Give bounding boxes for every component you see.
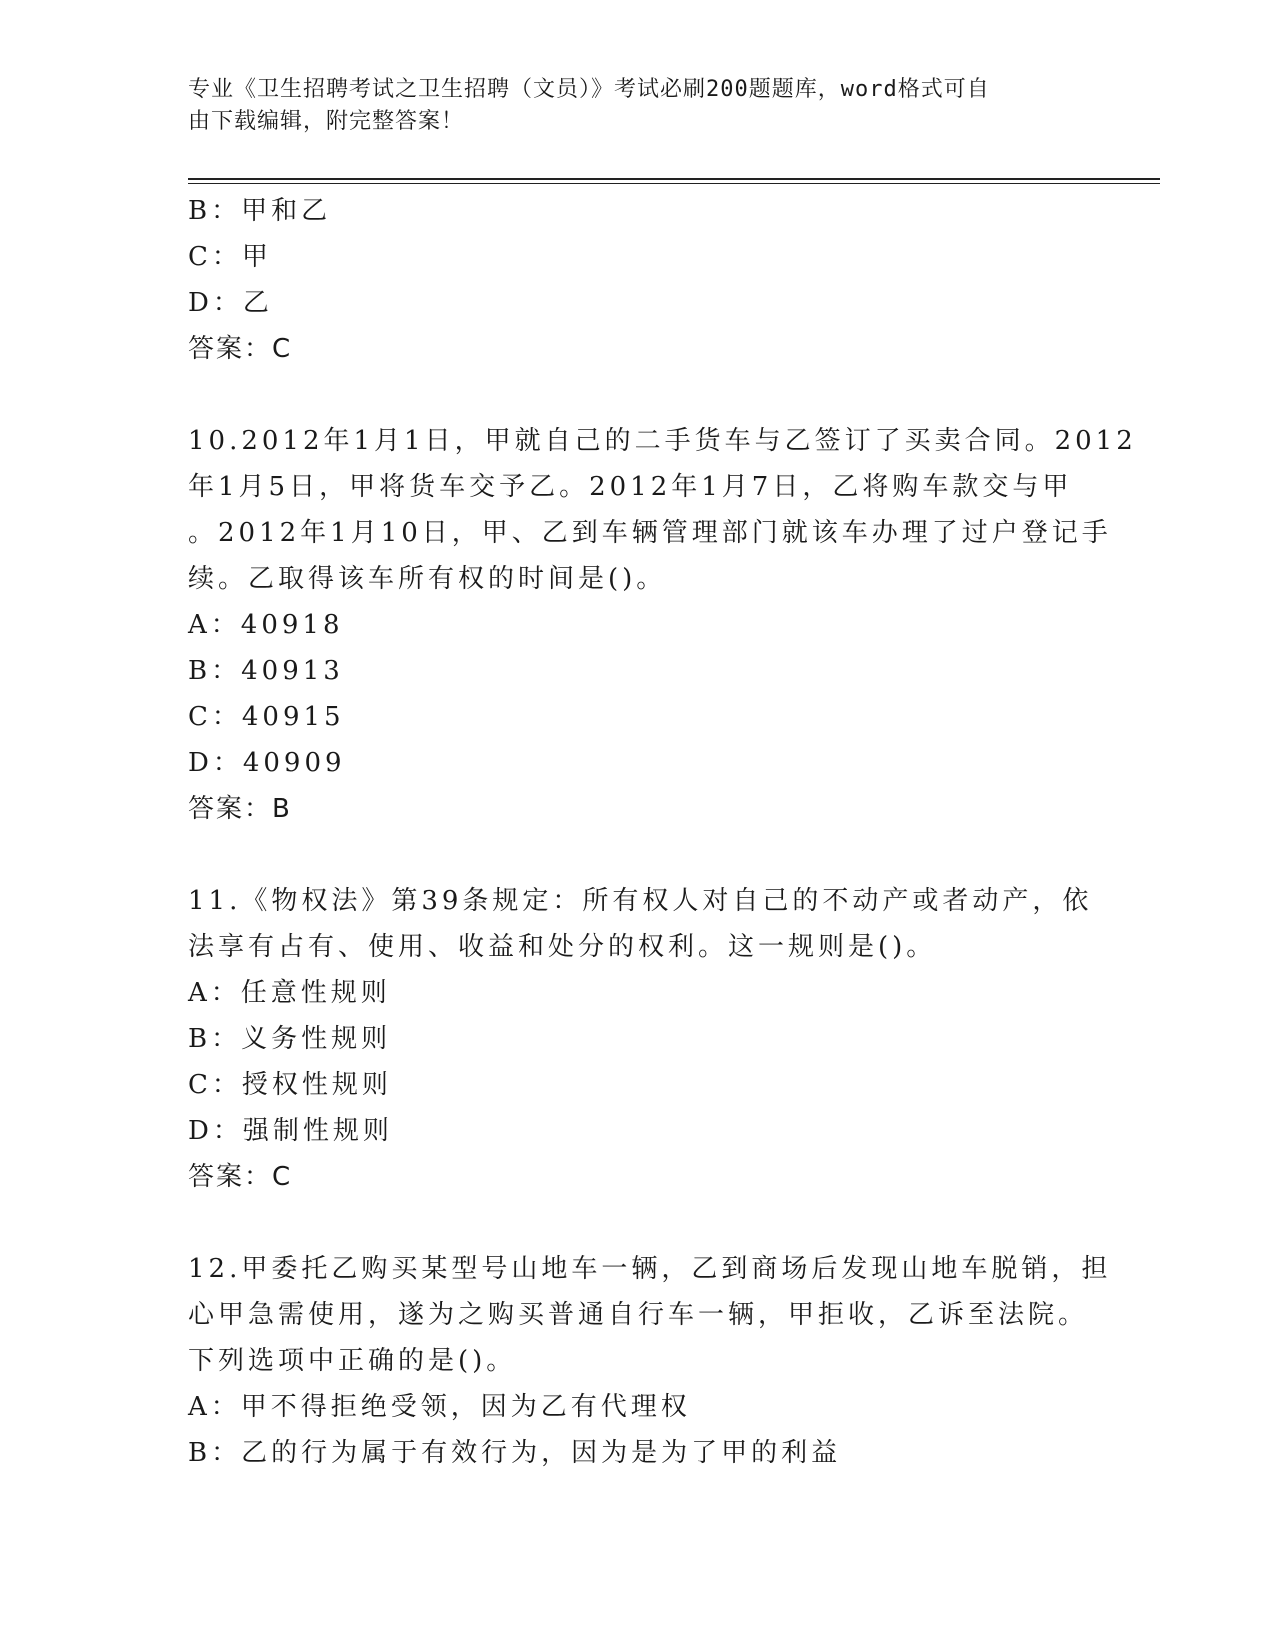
option-b: B：义务性规则 bbox=[188, 1024, 392, 1054]
header-divider-top bbox=[188, 178, 1160, 180]
question-text-line: 。2012年1月10日，甲、乙到车辆管理部门就该车办理了过户登记手 bbox=[188, 518, 1112, 548]
question-10 bbox=[188, 418, 1137, 832]
header-line-2: 由下载编辑，附完整答案！ bbox=[188, 109, 465, 134]
question-text bbox=[188, 418, 1137, 602]
answer: 答案：C bbox=[188, 334, 293, 364]
header-line-1: 专业《卫生招聘考试之卫生招聘（文员）》考试必刷200题题库，word格式可自 bbox=[188, 77, 990, 102]
option-a: A：40918 bbox=[188, 610, 344, 640]
question-text-line: 下列选项中正确的是()。 bbox=[188, 1346, 517, 1376]
question-text bbox=[188, 1246, 1112, 1384]
answer: 答案：C bbox=[188, 1162, 293, 1192]
option-d: D：乙 bbox=[188, 288, 273, 318]
question-text-line: 心甲急需使用，遂为之购买普通自行车一辆，甲拒收，乙诉至法院。 bbox=[188, 1300, 1089, 1330]
option-d: D：强制性规则 bbox=[188, 1116, 393, 1146]
question-text-line: 10.2012年1月1日，甲就自己的二手货车与乙签订了买卖合同。2012 bbox=[188, 426, 1137, 456]
option-c: C：授权性规则 bbox=[188, 1070, 392, 1100]
question-text-line: 年1月5日，甲将货车交予乙。2012年1月7日，乙将购车款交与甲 bbox=[188, 472, 1073, 502]
question-text-line: 12.甲委托乙购买某型号山地车一辆，乙到商场后发现山地车脱销，担 bbox=[188, 1254, 1112, 1284]
question-list bbox=[188, 188, 1137, 1476]
option-c: C：40915 bbox=[188, 702, 345, 732]
option-c: C：甲 bbox=[188, 242, 272, 272]
question-11 bbox=[188, 878, 1093, 1200]
option-b: B：甲和乙 bbox=[188, 196, 332, 226]
option-b: B：40913 bbox=[188, 656, 344, 686]
answer: 答案：B bbox=[188, 794, 292, 824]
question-text-line: 续。乙取得该车所有权的时间是()。 bbox=[188, 564, 667, 594]
question-text-line: 法享有占有、使用、收益和处分的权利。这一规则是()。 bbox=[188, 932, 937, 962]
option-a: A：任意性规则 bbox=[188, 978, 391, 1008]
header-divider-bottom bbox=[188, 183, 1160, 184]
option-b: B：乙的行为属于有效行为，因为是为了甲的利益 bbox=[188, 1438, 842, 1468]
question-text-line: 11.《物权法》第39条规定：所有权人对自己的不动产或者动产，依 bbox=[188, 886, 1093, 916]
question-9 bbox=[188, 188, 1088, 372]
document-header bbox=[188, 74, 1068, 138]
question-text bbox=[188, 878, 1093, 970]
option-d: D：40909 bbox=[188, 748, 346, 778]
option-a: A：甲不得拒绝受领，因为乙有代理权 bbox=[188, 1392, 691, 1422]
question-12 bbox=[188, 1246, 1112, 1476]
